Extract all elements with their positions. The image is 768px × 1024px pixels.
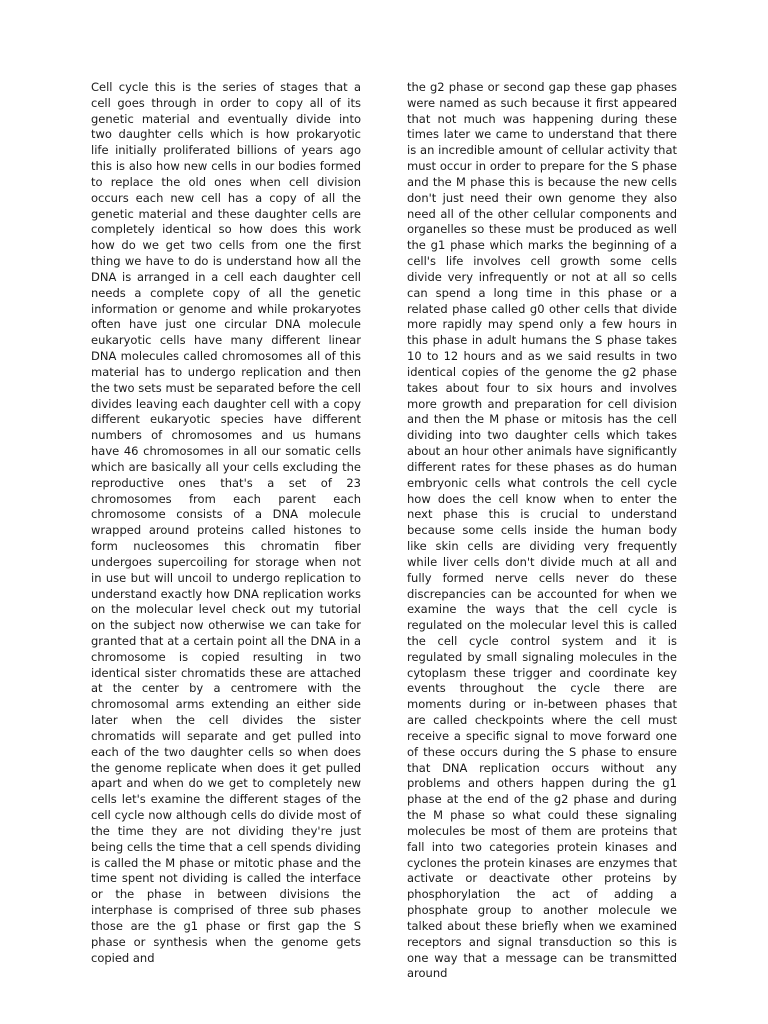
text-column-right: the g2 phase or second gap these gap phases were named as such because it first appeared that not much was happening during these times later we came to understand that there is an incredible amount of cellular activity that must occur in order to prepare for the S phase and the M phase this is because the new cells don't just need their own genome they also need all of the other cellular components and organelles so these must be produced as well the g1 phase which marks the beginning of a cell's life involves cell growth some cells divide very infrequently or not at all so cells can spend a long time in this phase or a related phase called g0 other cells that divide more rapidly may spend only a few hours in this phase in adult humans the S phase takes 10 to 12 hours and as we said results in two identical copies of the genome the g2 phase takes about four to six hours and involves more growth and preparation for cell division and then the M phase or mitosis has the cell dividing into two daughter cells which takes about an hour other animals have significantly different rates for these phases as do human embryonic cells what controls the cell cycle how does the cell know when to enter the next phase this is crucial to understand because some cells inside the human body like skin cells are dividing very frequently while liver cells don't divide much at all and fully formed nerve cells never do these discrepancies can be accounted for when we examine the ways that the cell cycle is regulated on the molecular level this is called the cell cycle control system and it is regulated by small signaling molecules in the cytoplasm these trigger and coordinate key events throughout the cycle there are moments during or in-between phases that are called checkpoints where the cell must receive a specific signal to move forward one of these occurs during the S phase to ensure that DNA replication occurs without any problems and others happen during the g1 phase at the end of the g2 phase and during the M phase so what could these signaling molecules be most of them are proteins that fall into two categories protein kinases and cyclones the protein kinases are enzymes that activate or deactivate other proteins by phosphorylation the act of adding a phosphate group to another molecule we talked about these briefly when we examined receptors and signal transduction so this is one way that a message can be transmitted around xyxy=(407,80,677,981)
text-column-left: Cell cycle this is the series of stages that a cell goes through in order to copy all of its genetic material and eventually divide into two daughter cells which is how prokaryotic life initially proliferated billions of years ago this is also how new cells in our bodies formed to replace the old ones when cell division occurs each new cell has a copy of all the genetic material and these daughter cells are completely identical so how does this work how do we get two cells from one the first thing we have to do is understand how all the DNA is arranged in a cell each daughter cell needs a complete copy of all the genetic information or genome and while prokaryotes often have just one circular DNA molecule eukaryotic cells have many different linear DNA molecules called chromosomes all of this material has to undergo replication and then the two sets must be separated before the cell divides leaving each daughter cell with a copy different eukaryotic species have different numbers of chromosomes and us humans have 46 chromosomes in all our somatic cells which are basically all your cells excluding the reproductive ones that's a set of 23 chromosomes from each parent each chromosome consists of a DNA molecule wrapped around proteins called histones to form nucleosomes this chromatin fiber undergoes supercoiling for storage when not in use but will uncoil to undergo replication to understand exactly how DNA replication works on the molecular level check out my tutorial on the subject now otherwise we can take for granted that at a certain point all the DNA in a chromosome is copied resulting in two identical sister chromatids these are attached at the center by a centromere with the chromosomal arms extending an either side later when the cell divides the sister chromatids will separate and get pulled into each of the two daughter cells so when does the genome replicate when does it get pulled apart and when do we get to completely new cells let's examine the different stages of the cell cycle now although cells do divide most of the time they are not dividing they're just being cells the time that a cell spends dividing is called the M phase or mitotic phase and the time spent not dividing is called the interface or the phase in between divisions the interphase is comprised of three sub phases those are the g1 phase or first gap the S phase or synthesis when the genome gets copied and xyxy=(91,80,361,965)
